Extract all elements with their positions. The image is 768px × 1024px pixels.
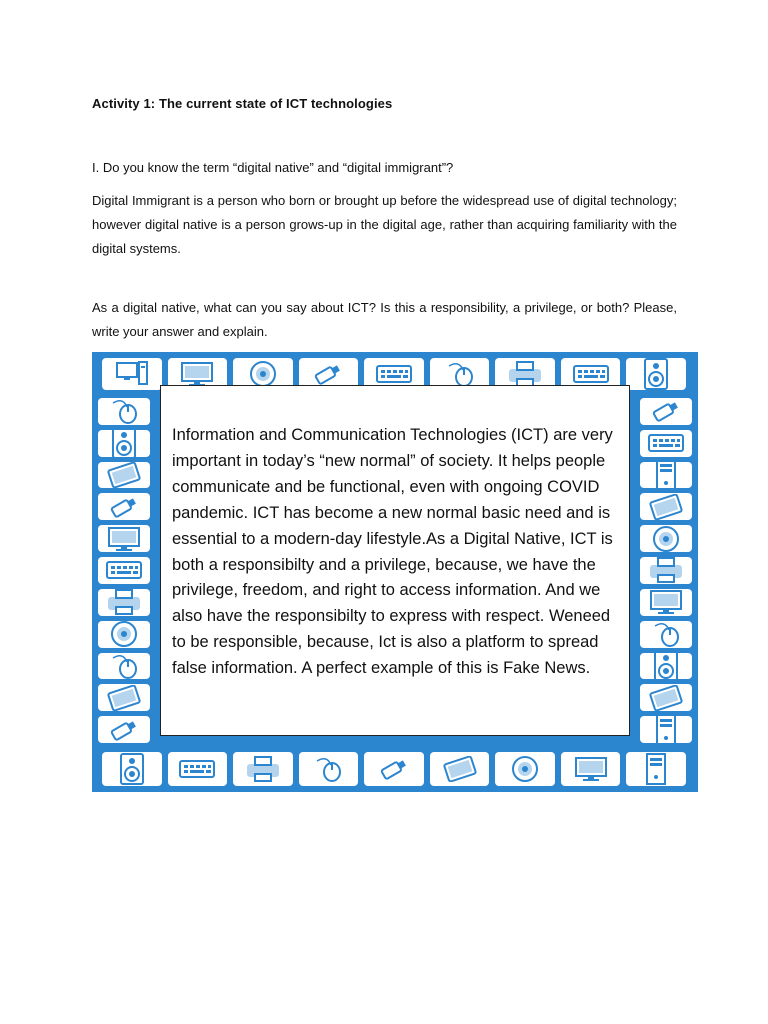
keyboard-icon	[98, 557, 150, 584]
computer-icon-frame	[92, 352, 698, 792]
activity-title: Activity 1: The current state of ICT technologies	[92, 96, 393, 111]
usb-drive-icon	[98, 493, 150, 520]
tower-icon	[640, 462, 692, 489]
usb-drive-icon	[364, 752, 424, 786]
usb-drive-icon	[640, 398, 692, 425]
mouse-icon	[299, 752, 359, 786]
monitor-icon	[98, 525, 150, 552]
cd-icon	[98, 621, 150, 648]
tablet-icon	[98, 684, 150, 711]
tablet-icon	[640, 493, 692, 520]
printer-icon	[640, 557, 692, 584]
printer-icon	[233, 752, 293, 786]
keyboard-icon	[168, 752, 228, 786]
usb-drive-icon	[98, 716, 150, 743]
mouse-icon	[98, 398, 150, 425]
mouse-icon	[640, 621, 692, 648]
keyboard-icon	[640, 430, 692, 457]
answer-text: Information and Communication Technologies (ICT) are very important in today’s “new normal” of society. It helps people communicate and be functional, even with ongoing COVID pandemic. ICT has become a new normal basic need and is essential to a modern-day lifestyle.As a Digital Native, ICT is both a responsibilty and a privilege, because, we have the privilege, freedom, and right to access information. And we also have the responsibilty to express with respect. Weneed to be responsible, because, Ict is also a platform to spread false information. A perfect example of this is Fake News.	[172, 426, 613, 678]
tablet-icon	[98, 462, 150, 489]
tablet-icon	[640, 684, 692, 711]
cd-icon	[495, 752, 555, 786]
tower-icon	[626, 752, 686, 786]
definition-paragraph: Digital Immigrant is a person who born or brought up before the widespread use of digital technology; however digital native is a person grows-up in the digital age, rather than acquiring familiarity with the digital systems.	[92, 193, 677, 256]
tower-icon	[640, 716, 692, 743]
question-2: As a digital native, what can you say about ICT? Is this a responsibility, a privilege, or both? Please, write your answer and explain.	[92, 300, 677, 339]
printer-icon	[98, 589, 150, 616]
tablet-icon	[430, 752, 490, 786]
monitor-icon	[561, 752, 621, 786]
speaker-icon	[102, 752, 162, 786]
speaker-icon	[640, 653, 692, 680]
cd-icon	[640, 525, 692, 552]
speaker-icon	[98, 430, 150, 457]
answer-box	[160, 385, 630, 736]
question-1: I. Do you know the term “digital native” and “digital immigrant”?	[92, 160, 454, 175]
speaker-icon	[626, 358, 686, 390]
mouse-icon	[98, 653, 150, 680]
monitor-tower-icon	[102, 358, 162, 390]
monitor-icon	[640, 589, 692, 616]
